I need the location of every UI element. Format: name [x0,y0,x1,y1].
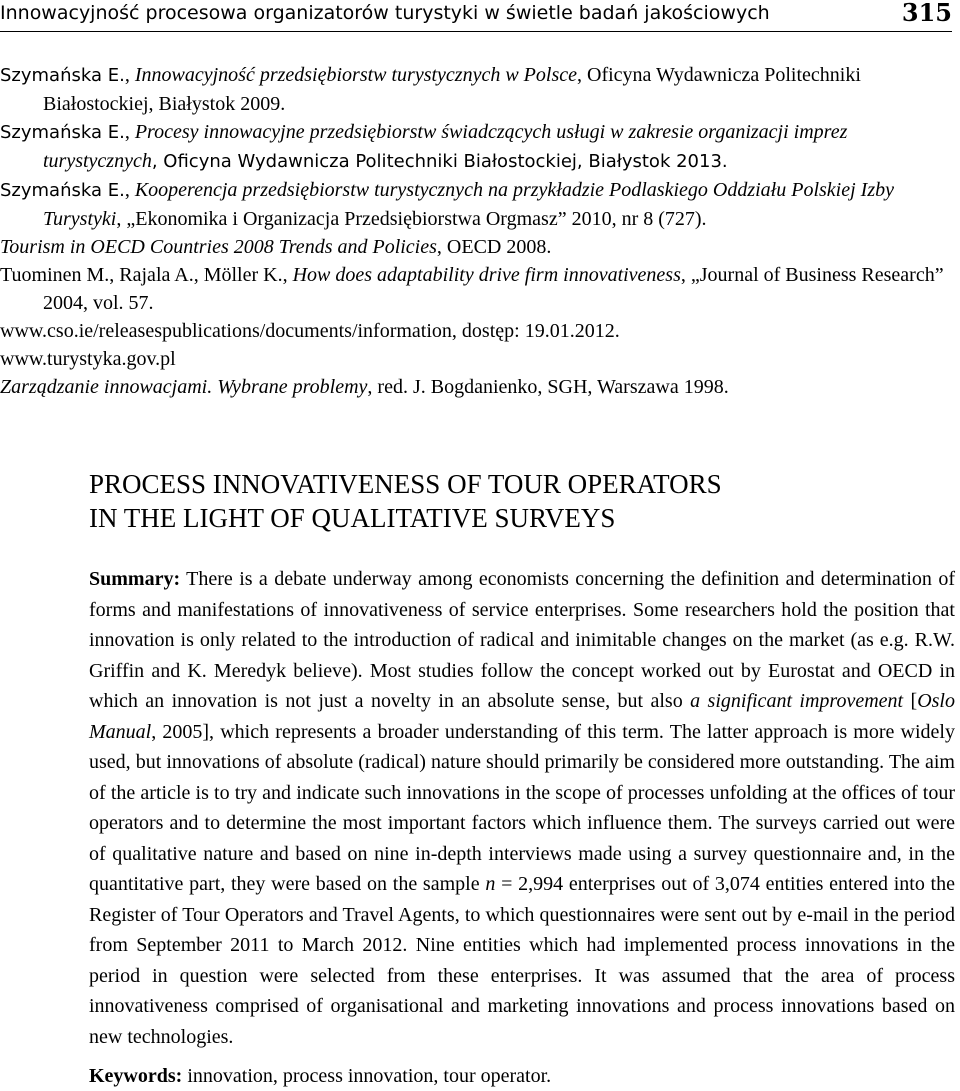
reference-author: Szymańska E. [0,65,125,86]
reference-details: , red. J. Bogdanienko, SGH, Warszawa 1998. [367,376,729,398]
reference-title: Tourism in OECD Countries 2008 Trends and Policies [0,236,437,258]
summary-text: , 2005], which represents a broader understanding of this term. The latter approach is more widely used, but innovations of absolute (radical) nature should primarily be considered more outstanding. The aim of the article is to try and indicate such innovations in the scope of processes unfolding at the offices of tour operators and to determine the most important factors which influence them. The surveys carried out were of qualitative nature and based on nine in-depth interviews made using a survey questionnaire and, in the quantitative part, they were based on the sample [89,720,955,895]
reference-details: , „Ekonomika i Organizacja Przedsiębiorstwa Orgmasz” 2010, nr 8 (727). [116,208,707,230]
keywords-text: innovation, process innovation, tour operator. [182,1065,552,1087]
header-rule [0,31,952,32]
reference-details: , OECD 2008. [436,236,552,258]
reference-title: Innowacyjność przedsiębiorstw turystycznych w Polsce [134,64,577,86]
page-header [0,0,952,30]
reference-separator: , [124,121,135,143]
reference-item [0,61,952,118]
summary-paragraph [89,564,955,1052]
reference-item [0,118,952,176]
summary-text: There is a debate underway among economists concerning the definition and determination of forms and manifestations of innovativeness of service enterprises. Some researchers hold the position that innovation is only related to the introduction of radical and inimitable changes on the market (as e.g. R.W. Griffin and K. Meredyk believe). Most studies follow the concept worked out by Eurostat and OECD in which an innovation is not just a novelty in an absolute sense, but also [89,568,955,712]
reference-title: Zarządzanie innowacjami. Wybrane problemy [0,376,368,398]
page-number: 315 [901,0,952,27]
reference-separator: , [282,264,293,286]
reference-item [0,261,952,317]
summary-text: [ [903,690,918,712]
reference-author: Szymańska E. [0,180,125,201]
reference-separator: , [124,179,135,201]
reference-item [0,233,952,261]
summary-emphasis: Oslo Manual [89,690,955,743]
abstract-title-line: PROCESS INNOVATIVENESS OF TOUR OPERATORS [89,469,722,499]
summary-label: Summary: [89,568,181,590]
summary-emphasis: a significant improvement [690,690,904,712]
summary-text: = 2,994 enterprises out of 3,074 entities entered into the Register of Tour Operators and Travel Agents, to which questionnaires were sent out by e-mail in the period from September 2011 to March 2012. Nine entities which had implemented process innovations in the period in question were selected from these enterprises. It was assumed that the area of process innovativeness comprised of organisational and marketing innovations and process innovations based on new technologies. [89,873,955,1048]
reference-list [0,61,952,401]
reference-title: How does adaptability drive firm innovativeness [292,264,681,286]
reference-url: www.cso.ie/releasespublications/documents/information, dostęp: 19.01.2012. [0,320,620,342]
abstract-title [89,467,949,535]
reference-item [0,373,952,401]
reference-separator: , [124,64,135,86]
reference-item [0,345,952,373]
reference-title: Procesy innowacyjne przedsiębiorstw świadczących usługi w zakresie organizacji imprez turystycznych [43,121,848,172]
summary-emphasis: n [485,873,496,895]
reference-item [0,176,952,233]
reference-details: , „Journal of Business Research” 2004, vol. 57. [43,264,944,314]
keywords-label: Keywords: [89,1065,183,1087]
abstract-title-line: IN THE LIGHT OF QUALITATIVE SURVEYS [89,503,616,533]
keywords [89,1061,955,1091]
reference-title: Kooperencja przedsiębiorstw turystycznych na przykładzie Podlaskiego Oddziału Polskiej Izby Turystyki [43,179,894,230]
reference-details: , Oficyna Wydawnicza Politechniki Białostockiej, Białystok 2013. [151,151,728,172]
reference-url: www.turystyka.gov.pl [0,348,176,370]
reference-details: , Oficyna Wydawnicza Politechniki Białostockiej, Białystok 2009. [43,64,861,115]
reference-author: Tuominen M., Rajala A., Möller K. [0,264,283,286]
reference-item [0,317,952,345]
reference-author: Szymańska E. [0,122,125,143]
running-title: Innowacyjność procesowa organizatorów turystyki w świetle badań jakościowych [0,2,770,24]
